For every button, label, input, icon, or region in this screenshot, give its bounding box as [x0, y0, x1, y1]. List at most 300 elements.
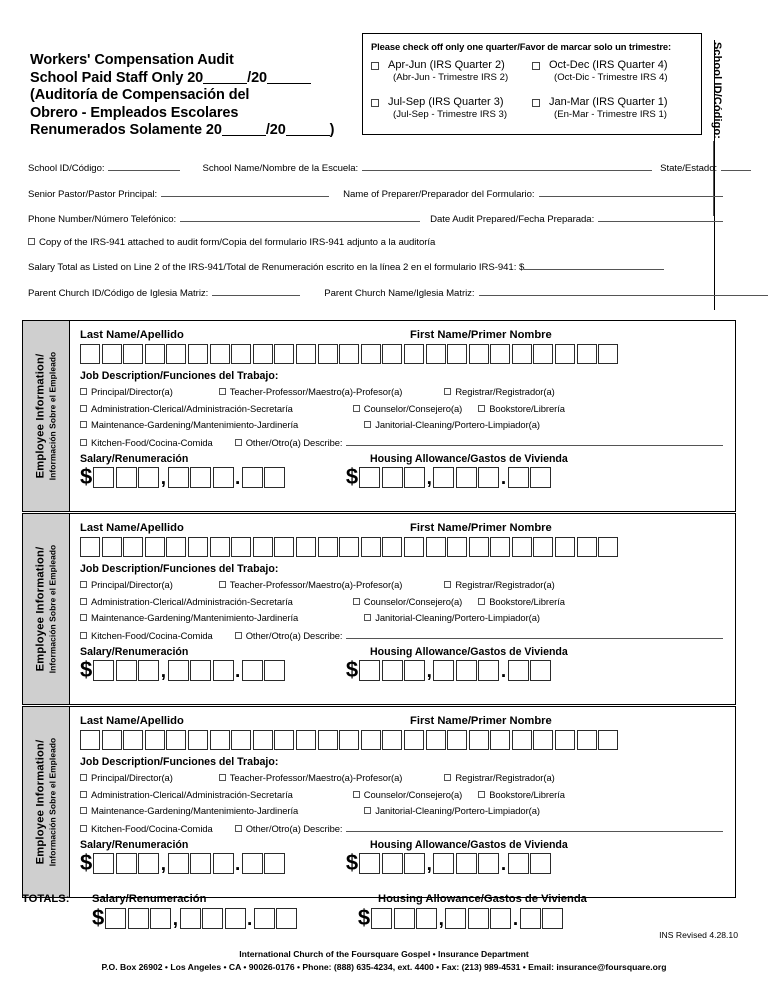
housing-digit-box[interactable] [382, 467, 403, 488]
name-character-box[interactable] [253, 537, 273, 557]
footer-line-2: P.O. Box 26902 • Los Angeles • CA • 90026-0176 • Phone: (888) 635-4234, ext. 4400 • Fax: (213) 989-4531 • Email: insurance@foursquare.org [101, 962, 667, 972]
decimal-separator: . [235, 468, 241, 489]
name-character-box[interactable] [490, 730, 510, 750]
name-character-box[interactable] [598, 344, 618, 364]
employee-block-body [70, 321, 735, 511]
totals-label: TOTALS: [22, 893, 70, 905]
job-option-label: Kitchen-Food/Cocina-Comida [91, 822, 213, 834]
name-character-box[interactable] [253, 344, 273, 364]
salary-digit-box[interactable] [213, 660, 234, 681]
name-character-boxes [80, 344, 727, 364]
salary-digit-box[interactable] [138, 853, 159, 874]
salary-label: Salary/Renumeración [80, 646, 189, 658]
name-character-box[interactable] [339, 537, 359, 557]
job-option-teacher-professor[interactable] [219, 772, 403, 783]
job-option-kitchen-food[interactable] [80, 823, 213, 834]
job-option-label: Maintenance-Gardening/Mantenimiento-Jardinería [91, 419, 299, 430]
job-option-other[interactable] [235, 630, 343, 641]
totals-housing-digit-box[interactable] [468, 908, 489, 929]
salary-digit-box[interactable] [242, 467, 263, 488]
checkbox-principal[interactable] [80, 774, 87, 781]
job-option-bookstore[interactable] [478, 403, 565, 414]
checkbox-counselor[interactable] [353, 791, 360, 798]
checkbox-principal[interactable] [80, 388, 87, 395]
name-character-box[interactable] [533, 730, 553, 750]
employee-section-sidebar-label [35, 352, 58, 481]
name-character-box[interactable] [404, 537, 424, 557]
name-character-box[interactable] [382, 537, 402, 557]
decimal-separator: . [247, 909, 253, 930]
name-character-box[interactable] [210, 537, 230, 557]
housing-digit-box[interactable] [478, 853, 499, 874]
job-option-kitchen-food[interactable] [80, 437, 213, 448]
job-option-janitorial-cleaning[interactable] [364, 805, 540, 816]
job-option-administration-clerical[interactable] [80, 596, 293, 607]
input-parent-church-id[interactable] [212, 285, 300, 296]
name-character-box[interactable] [210, 730, 230, 750]
school-id-rotated-text: School ID/Código: [711, 42, 723, 140]
name-character-box[interactable] [469, 730, 489, 750]
name-character-box[interactable] [339, 730, 359, 750]
job-description-row [80, 386, 727, 397]
name-character-box[interactable] [361, 730, 381, 750]
employee-block-inner [23, 321, 735, 511]
input-senior-pastor[interactable] [161, 186, 329, 197]
job-option-teacher-professor[interactable] [219, 579, 403, 590]
quarter-sub-apr-jun: (Abr-Jun - Trimestre IRS 2) [393, 72, 509, 83]
checkbox-maintenance-gardening[interactable] [80, 614, 87, 621]
name-character-boxes [80, 537, 727, 557]
checkbox-teacher-professor[interactable] [219, 581, 226, 588]
name-character-box[interactable] [598, 537, 618, 557]
name-headers [80, 715, 727, 727]
job-option-maintenance-gardening[interactable] [80, 419, 298, 430]
name-character-box[interactable] [339, 344, 359, 364]
checkbox-registrar[interactable] [444, 774, 451, 781]
name-character-box[interactable] [166, 344, 186, 364]
totals-housing-digit-box[interactable] [445, 908, 466, 929]
job-option-counselor[interactable] [353, 403, 462, 414]
name-character-box[interactable] [145, 344, 165, 364]
quarter-option-oct-dec[interactable] [532, 59, 693, 84]
checkbox-registrar[interactable] [444, 581, 451, 588]
input-salary-total[interactable] [524, 259, 664, 270]
housing-digit-box[interactable] [456, 660, 477, 681]
checkbox-oct-dec[interactable] [532, 62, 540, 70]
salary-digit-box[interactable] [213, 467, 234, 488]
label-school-name: School Name/Nombre de la Escuela: [202, 163, 359, 174]
name-character-box[interactable] [447, 537, 467, 557]
totals-housing-label: Housing Allowance/Gastos de Vivienda [378, 893, 587, 905]
job-option-label: Administration-Clerical/Administración-Secretaría [91, 788, 293, 800]
name-character-box[interactable] [274, 344, 294, 364]
totals-housing-digit-box[interactable] [394, 908, 415, 929]
quarter-option-jul-sep[interactable] [371, 96, 532, 121]
housing-digit-box[interactable] [359, 467, 380, 488]
first-name-label: First Name/Primer Nombre [410, 715, 552, 727]
input-preparer[interactable] [539, 186, 723, 197]
salary-amount-boxes [80, 466, 287, 488]
job-option-janitorial-cleaning[interactable] [364, 612, 540, 623]
name-character-box[interactable] [80, 730, 100, 750]
name-character-box[interactable] [188, 344, 208, 364]
thousands-separator: , [160, 468, 167, 489]
salary-digit-box[interactable] [116, 660, 137, 681]
currency-symbol: $ [345, 850, 359, 875]
job-option-registrar[interactable] [444, 772, 554, 783]
job-description-row [80, 419, 727, 430]
totals-salary-digit-box[interactable] [202, 908, 223, 929]
checkbox-teacher-professor[interactable] [219, 388, 226, 395]
job-option-registrar[interactable] [444, 386, 554, 397]
housing-digit-box[interactable] [433, 853, 454, 874]
job-option-kitchen-food[interactable] [80, 630, 213, 641]
thousands-separator: , [426, 468, 432, 489]
checkbox-other[interactable] [235, 825, 242, 832]
totals-salary-digit-box[interactable] [276, 908, 297, 929]
sidebar-label-line-2: Información Sobre el Empleado [47, 737, 58, 867]
input-school-name[interactable] [362, 160, 652, 171]
year-blank-4[interactable] [286, 122, 330, 136]
job-option-other[interactable] [235, 437, 343, 448]
job-description-row [80, 822, 727, 834]
job-option-janitorial-cleaning[interactable] [364, 419, 540, 430]
currency-symbol: $ [345, 657, 359, 682]
checkbox-kitchen-food[interactable] [80, 439, 87, 446]
quarter-sub-jan-mar: (En-Mar - Trimestre IRS 1) [554, 109, 668, 120]
totals-section [22, 893, 736, 929]
job-option-label: Bookstore/Librería [489, 402, 565, 414]
name-character-box[interactable] [102, 344, 122, 364]
name-character-box[interactable] [231, 344, 251, 364]
checkbox-administration-clerical[interactable] [80, 598, 87, 605]
year-blank-1[interactable] [203, 70, 247, 84]
info-fields [28, 160, 718, 310]
name-character-box[interactable] [577, 344, 597, 364]
totals-salary-digit-box[interactable] [128, 908, 149, 929]
checkbox-teacher-professor[interactable] [219, 774, 226, 781]
job-option-principal[interactable] [80, 772, 173, 783]
salary-digit-box[interactable] [190, 660, 211, 681]
totals-housing-digit-box[interactable] [542, 908, 563, 929]
input-other-describe[interactable] [346, 629, 723, 639]
housing-digit-box[interactable] [508, 467, 529, 488]
checkbox-kitchen-food[interactable] [80, 825, 87, 832]
job-option-teacher-professor[interactable] [219, 386, 403, 397]
salary-digit-box[interactable] [116, 853, 137, 874]
employee-block-body [70, 707, 735, 897]
name-character-box[interactable] [469, 537, 489, 557]
job-option-maintenance-gardening[interactable] [80, 805, 298, 816]
checkbox-administration-clerical[interactable] [80, 405, 87, 412]
salary-digit-box[interactable] [242, 853, 263, 874]
totals-salary-digit-box[interactable] [180, 908, 201, 929]
name-character-box[interactable] [361, 537, 381, 557]
job-option-label: Maintenance-Gardening/Mantenimiento-Jardinería [91, 805, 299, 816]
name-character-box[interactable] [447, 344, 467, 364]
salary-digit-box[interactable] [138, 467, 159, 488]
quarter-option-jan-mar[interactable] [532, 96, 693, 121]
name-character-box[interactable] [469, 344, 489, 364]
input-other-describe[interactable] [346, 822, 723, 832]
totals-salary-digit-box[interactable] [254, 908, 275, 929]
job-description-title: Job Description/Funciones del Trabajo: [80, 370, 279, 382]
checkbox-principal[interactable] [80, 581, 87, 588]
label-state: State/Estado: [660, 163, 718, 174]
job-option-label: Teacher-Professor/Maestro(a)-Profesor(a) [229, 772, 403, 783]
name-character-box[interactable] [318, 730, 338, 750]
housing-digit-box[interactable] [359, 660, 380, 681]
checkbox-bookstore[interactable] [478, 405, 485, 412]
name-character-box[interactable] [404, 730, 424, 750]
school-id-rotated-blank[interactable] [713, 141, 724, 216]
housing-digit-box[interactable] [456, 853, 477, 874]
checkbox-irs941-attached[interactable] [28, 238, 35, 245]
label-senior-pastor: Senior Pastor/Pastor Principal: [28, 188, 158, 200]
name-character-box[interactable] [166, 537, 186, 557]
name-character-box[interactable] [361, 344, 381, 364]
job-option-label: Teacher-Professor/Maestro(a)-Profesor(a) [229, 386, 403, 397]
quarter-label-apr-jun: Apr-Jun (IRS Quarter 2) [388, 59, 505, 71]
totals-housing-digit-box[interactable] [520, 908, 541, 929]
name-character-box[interactable] [426, 730, 446, 750]
salary-amount-boxes [80, 852, 287, 874]
name-character-box[interactable] [426, 537, 446, 557]
name-character-box[interactable] [231, 537, 251, 557]
housing-digit-box[interactable] [530, 467, 551, 488]
name-character-box[interactable] [318, 537, 338, 557]
name-character-box[interactable] [296, 730, 316, 750]
salary-digit-box[interactable] [264, 467, 285, 488]
year-blank-3[interactable] [222, 122, 266, 136]
name-character-box[interactable] [145, 730, 165, 750]
checkbox-apr-jun[interactable] [371, 62, 379, 70]
housing-digit-box[interactable] [382, 853, 403, 874]
input-phone[interactable] [180, 211, 420, 222]
housing-digit-box[interactable] [433, 660, 454, 681]
salary-digit-box[interactable] [138, 660, 159, 681]
info-row-4[interactable] [28, 237, 708, 248]
first-name-label: First Name/Primer Nombre [410, 522, 552, 534]
job-option-other[interactable] [235, 823, 343, 834]
job-option-maintenance-gardening[interactable] [80, 612, 298, 623]
name-character-box[interactable] [318, 344, 338, 364]
salary-digit-box[interactable] [264, 660, 285, 681]
name-character-box[interactable] [598, 730, 618, 750]
money-row [80, 466, 727, 488]
name-character-box[interactable] [404, 344, 424, 364]
job-option-bookstore[interactable] [478, 789, 565, 800]
job-option-administration-clerical[interactable] [80, 789, 293, 800]
checkbox-administration-clerical[interactable] [80, 791, 87, 798]
name-character-box[interactable] [490, 537, 510, 557]
info-row-3 [28, 211, 708, 225]
checkbox-jan-mar[interactable] [532, 99, 540, 107]
name-character-box[interactable] [123, 344, 143, 364]
job-option-counselor[interactable] [353, 596, 462, 607]
checkbox-bookstore[interactable] [478, 791, 485, 798]
name-character-box[interactable] [188, 537, 208, 557]
name-character-box[interactable] [382, 344, 402, 364]
checkbox-janitorial-cleaning[interactable] [364, 807, 371, 814]
sidebar-label-line-2: Información Sobre el Empleado [47, 351, 58, 481]
name-character-box[interactable] [80, 537, 100, 557]
name-character-box[interactable] [231, 730, 251, 750]
name-character-box[interactable] [166, 730, 186, 750]
name-character-box[interactable] [188, 730, 208, 750]
job-option-label: Janitorial-Cleaning/Portero-Limpiador(a) [375, 805, 540, 816]
employee-section-sidebar-label [35, 738, 58, 867]
money-row [80, 852, 727, 874]
title-line-5-text: Renumerados Solamente 20 [30, 122, 222, 138]
name-character-box[interactable] [210, 344, 230, 364]
job-option-label: Other/Otro(a) Describe: [245, 629, 343, 641]
job-option-label: Kitchen-Food/Cocina-Comida [91, 629, 213, 641]
salary-digit-box[interactable] [168, 660, 189, 681]
job-option-label: Other/Otro(a) Describe: [245, 822, 343, 834]
name-character-box[interactable] [490, 344, 510, 364]
name-character-box[interactable] [512, 344, 532, 364]
job-option-registrar[interactable] [444, 579, 554, 590]
housing-digit-box[interactable] [478, 660, 499, 681]
input-school-id[interactable] [108, 160, 180, 171]
salary-digit-box[interactable] [93, 853, 114, 874]
name-character-box[interactable] [382, 730, 402, 750]
totals-housing-digit-box[interactable] [416, 908, 437, 929]
name-character-box[interactable] [533, 537, 553, 557]
name-character-box[interactable] [512, 730, 532, 750]
checkbox-maintenance-gardening[interactable] [80, 807, 87, 814]
name-character-box[interactable] [512, 537, 532, 557]
thousands-separator: , [438, 909, 444, 930]
name-character-box[interactable] [296, 344, 316, 364]
housing-digit-box[interactable] [404, 467, 425, 488]
job-option-administration-clerical[interactable] [80, 403, 293, 414]
decimal-separator: . [512, 909, 519, 930]
salary-digit-box[interactable] [213, 853, 234, 874]
checkbox-jul-sep[interactable] [371, 99, 379, 107]
quarter-option-apr-jun[interactable] [371, 59, 532, 84]
employee-block-inner [23, 514, 735, 704]
name-character-box[interactable] [123, 730, 143, 750]
name-character-box[interactable] [555, 344, 575, 364]
housing-digit-box[interactable] [456, 467, 477, 488]
job-option-label: Counselor/Consejero(a) [363, 595, 463, 607]
salary-digit-box[interactable] [168, 853, 189, 874]
salary-label: Salary/Renumeración [80, 453, 189, 465]
name-character-box[interactable] [102, 730, 122, 750]
name-character-box[interactable] [253, 730, 273, 750]
job-option-counselor[interactable] [353, 789, 462, 800]
checkbox-bookstore[interactable] [478, 598, 485, 605]
salary-digit-box[interactable] [190, 853, 211, 874]
name-character-box[interactable] [123, 537, 143, 557]
sidebar-label-line-1: Employee Information/ [34, 739, 47, 865]
label-school-id: School ID/Código: [28, 163, 105, 174]
decimal-separator: . [235, 854, 241, 875]
money-headers [80, 453, 727, 465]
footer-line-1: International Church of the Foursquare Gospel • Insurance Department [239, 949, 529, 959]
housing-digit-box[interactable] [382, 660, 403, 681]
job-option-bookstore[interactable] [478, 596, 565, 607]
totals-salary-digit-box[interactable] [150, 908, 171, 929]
housing-digit-box[interactable] [359, 853, 380, 874]
name-character-box[interactable] [274, 537, 294, 557]
input-date-prepared[interactable] [598, 211, 723, 222]
housing-digit-box[interactable] [404, 660, 425, 681]
name-character-box[interactable] [555, 537, 575, 557]
name-character-box[interactable] [533, 344, 553, 364]
job-option-principal[interactable] [80, 579, 173, 590]
checkbox-janitorial-cleaning[interactable] [364, 421, 371, 428]
totals-salary-digit-box[interactable] [225, 908, 246, 929]
job-description-row [80, 772, 727, 783]
name-character-box[interactable] [296, 537, 316, 557]
salary-digit-box[interactable] [116, 467, 137, 488]
salary-digit-box[interactable] [242, 660, 263, 681]
name-character-box[interactable] [145, 537, 165, 557]
name-character-box[interactable] [274, 730, 294, 750]
employee-block-body [70, 514, 735, 704]
housing-digit-box[interactable] [478, 467, 499, 488]
salary-digit-box[interactable] [264, 853, 285, 874]
title-line-5-sep: /20 [265, 122, 286, 138]
currency-symbol: $ [345, 464, 359, 489]
thousands-separator: , [426, 661, 432, 682]
totals-housing-digit-box[interactable] [490, 908, 511, 929]
title-line-5 [30, 122, 360, 140]
salary-digit-box[interactable] [93, 467, 114, 488]
quarter-row-top [371, 59, 693, 84]
job-option-principal[interactable] [80, 386, 173, 397]
name-character-box[interactable] [102, 537, 122, 557]
totals-salary-digit-box[interactable] [105, 908, 126, 929]
checkbox-janitorial-cleaning[interactable] [364, 614, 371, 621]
checkbox-counselor[interactable] [353, 598, 360, 605]
job-option-label: Administration-Clerical/Administración-Secretaría [91, 595, 293, 607]
salary-digit-box[interactable] [93, 660, 114, 681]
checkbox-other[interactable] [235, 632, 242, 639]
year-blank-2[interactable] [267, 70, 311, 84]
name-character-box[interactable] [80, 344, 100, 364]
input-other-describe[interactable] [346, 436, 723, 446]
checkbox-maintenance-gardening[interactable] [80, 421, 87, 428]
name-character-box[interactable] [447, 730, 467, 750]
housing-digit-box[interactable] [508, 853, 529, 874]
housing-digit-box[interactable] [433, 467, 454, 488]
employee-block [22, 706, 736, 898]
housing-digit-box[interactable] [508, 660, 529, 681]
housing-digit-box[interactable] [404, 853, 425, 874]
input-parent-church-name[interactable] [479, 285, 768, 296]
name-character-box[interactable] [555, 730, 575, 750]
checkbox-registrar[interactable] [444, 388, 451, 395]
name-character-box[interactable] [577, 537, 597, 557]
housing-digit-box[interactable] [530, 853, 551, 874]
housing-digit-box[interactable] [530, 660, 551, 681]
input-state[interactable] [721, 160, 751, 171]
checkbox-other[interactable] [235, 439, 242, 446]
name-character-box[interactable] [426, 344, 446, 364]
checkbox-counselor[interactable] [353, 405, 360, 412]
salary-digit-box[interactable] [190, 467, 211, 488]
name-character-box[interactable] [577, 730, 597, 750]
employee-section-sidebar [23, 321, 70, 511]
salary-digit-box[interactable] [168, 467, 189, 488]
job-option-label: Other/Otro(a) Describe: [245, 436, 343, 448]
totals-housing-digit-box[interactable] [371, 908, 392, 929]
checkbox-kitchen-food[interactable] [80, 632, 87, 639]
